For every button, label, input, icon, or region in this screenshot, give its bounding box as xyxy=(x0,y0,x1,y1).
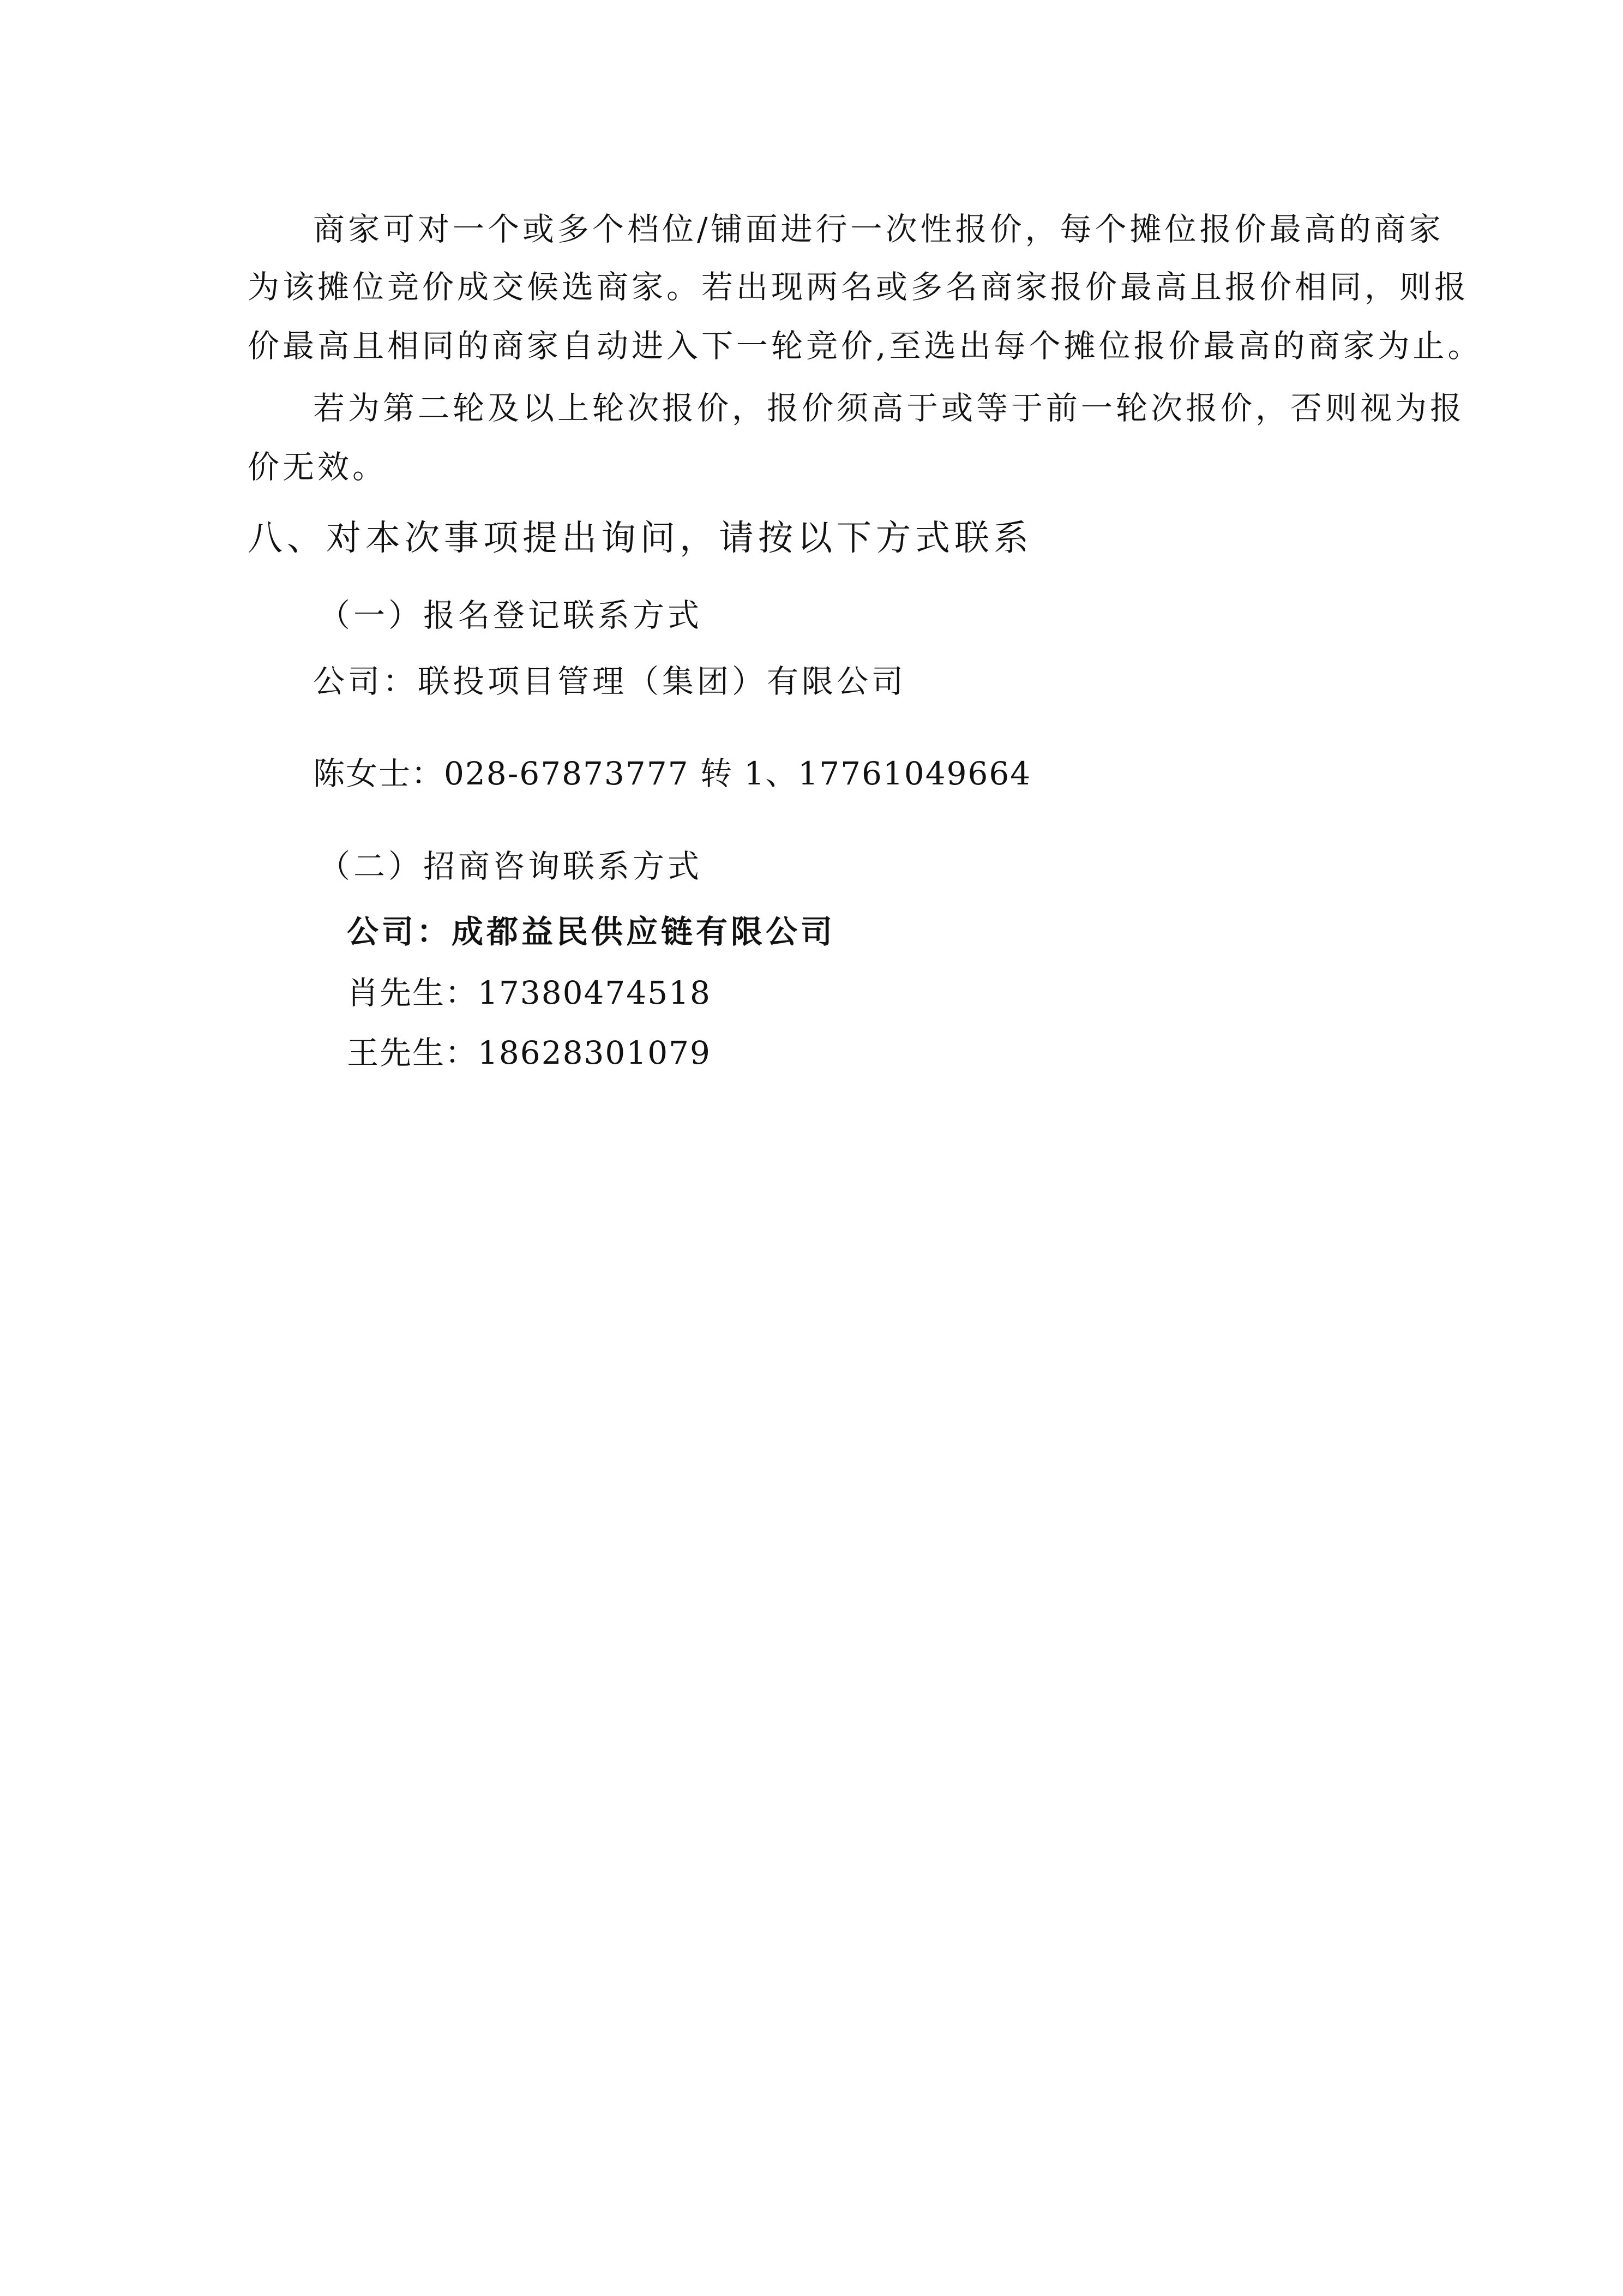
section-8-heading: 八、对本次事项提出询问，请按以下方式联系 xyxy=(248,518,1033,559)
subsection-1-contact: 陈女士：028-67873777 转 1、17761049664 xyxy=(313,755,1032,792)
paragraph-1-line-2: 为该摊位竞价成交候选商家。若出现两名或多名商家报价最高且报价相同，则报 xyxy=(248,268,1470,305)
subsection-2-contact-1: 肖先生：17380474518 xyxy=(347,974,711,1011)
subsection-2-contact-2: 王先生：18628301079 xyxy=(347,1034,711,1071)
subsection-2-title: （二）招商咨询联系方式 xyxy=(318,848,703,885)
subsection-2-company: 公司：成都益民供应链有限公司 xyxy=(347,913,836,950)
paragraph-1-line-3: 价最高且相同的商家自动进入下一轮竞价,至选出每个摊位报价最高的商家为止。 xyxy=(248,327,1483,364)
paragraph-2-line-2: 价无效。 xyxy=(248,448,388,485)
paragraph-2-line-1: 若为第二轮及以上轮次报价，报价须高于或等于前一轮次报价，否则视为报 xyxy=(313,389,1465,427)
paragraph-1-line-1: 商家可对一个或多个档位/铺面进行一次性报价，每个摊位报价最高的商家 xyxy=(313,211,1444,248)
subsection-1-title: （一）报名登记联系方式 xyxy=(318,597,703,634)
subsection-1-company: 公司：联投项目管理（集团）有限公司 xyxy=(313,663,907,700)
